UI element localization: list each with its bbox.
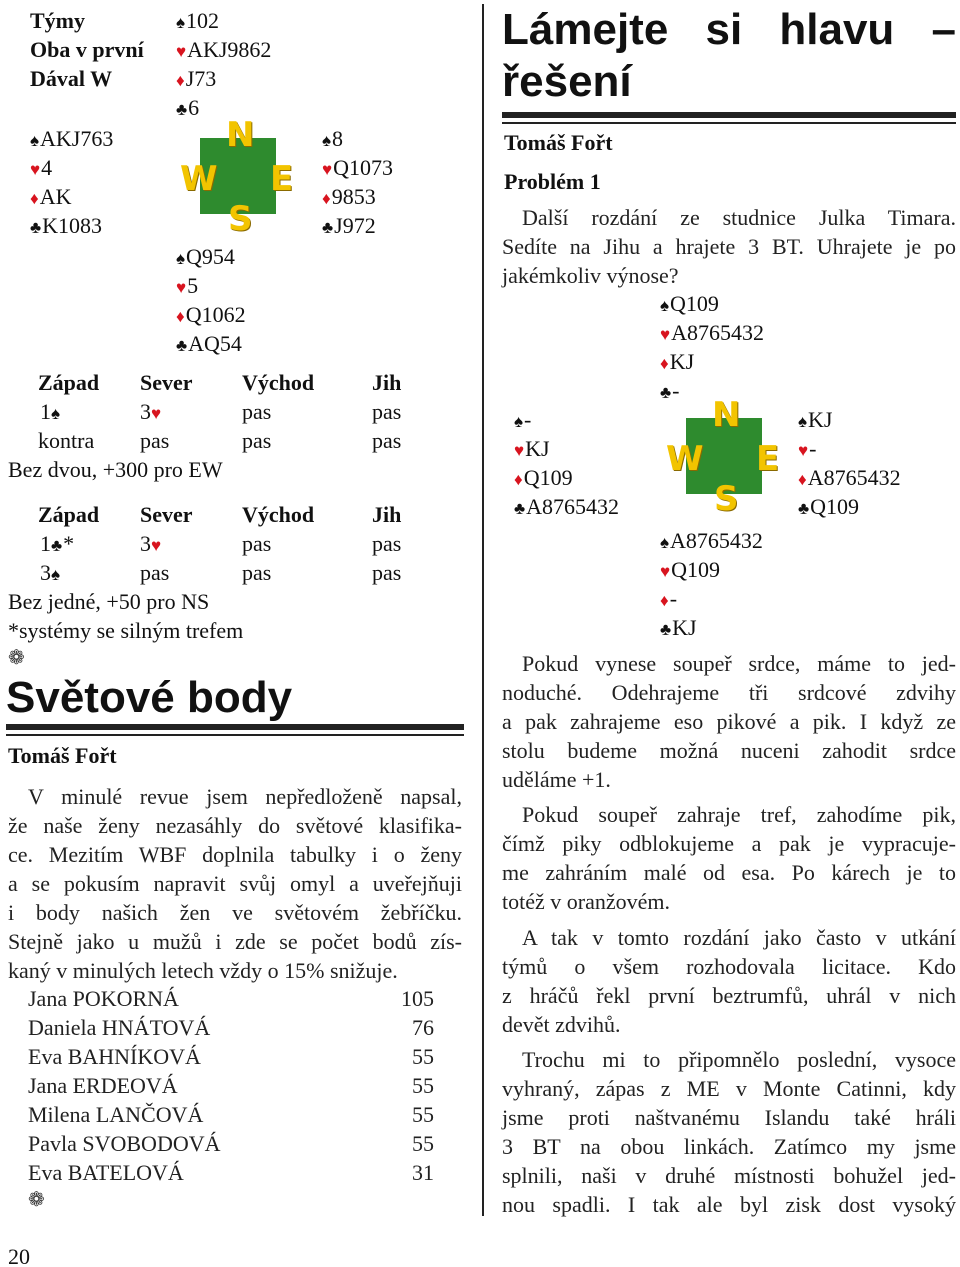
compass-south-label: S	[228, 199, 253, 239]
heart-icon: ♥	[322, 160, 333, 179]
body-line: devět zdvihů.	[502, 1012, 621, 1037]
north-spades: Q109	[670, 291, 719, 316]
auction-header-west: Západ	[38, 502, 100, 527]
body-line: týmů o všem rozhodovala licitace. Kdo	[502, 954, 956, 979]
auction-result: Bez jedné, +50 pro NS	[8, 589, 210, 614]
auction-header-east: Východ	[242, 502, 315, 527]
spade-icon: ♠	[51, 565, 61, 584]
diamond-icon: ♦	[660, 354, 669, 373]
title-rule	[502, 112, 956, 118]
body-line: stolu budeme možná nuceni zahodit srdce	[502, 738, 956, 763]
east-diamonds: 9853	[331, 184, 376, 209]
solution-paragraph-3	[502, 923, 956, 1039]
body-line: a pak zahrajeme eso pikové a pik. I když ze	[502, 709, 956, 734]
spade-icon: ♠	[660, 296, 670, 315]
east-clubs: Q109	[810, 494, 860, 519]
north-spades: 102	[186, 8, 220, 33]
spade-icon: ♠	[176, 249, 186, 268]
club-icon: ♣	[51, 536, 63, 555]
body-line: A tak v tomto rozdání jako často v utkání	[522, 925, 956, 950]
auction-bid: 1♠	[40, 397, 61, 428]
title-rule-thin	[502, 122, 956, 124]
compass-west-label: W	[666, 439, 704, 479]
west-spades: AKJ763	[40, 126, 114, 151]
body-line: totéž v oranžovém.	[502, 889, 670, 914]
diamond-icon: ♦	[660, 591, 669, 610]
club-icon: ♣	[30, 218, 42, 237]
south-spades: A8765432	[670, 528, 763, 553]
auction-header-north: Sever	[140, 370, 193, 395]
diamond-icon: ♦	[176, 71, 185, 90]
club-icon: ♣	[514, 499, 526, 518]
club-icon: ♣	[660, 383, 672, 402]
flower-ornament-icon: ❁	[28, 1189, 45, 1211]
heart-icon: ♥	[514, 441, 525, 460]
club-icon: ♣	[660, 620, 672, 639]
diamond-icon: ♦	[514, 470, 523, 489]
auction-footnote: *systémy se silným trefem	[8, 618, 244, 643]
heart-icon: ♥	[30, 160, 41, 179]
north-diamonds: KJ	[669, 349, 695, 374]
south-hearts: Q109	[671, 557, 720, 582]
club-icon: ♣	[176, 336, 188, 355]
article-author: Tomáš Fořt	[8, 743, 117, 768]
article-author: Tomáš Fořt	[504, 130, 613, 155]
body-line: ce. Mezitím WBF doplnila tabulky i o ženy	[8, 842, 462, 867]
north-clubs: -	[672, 378, 680, 403]
heart-icon: ♥	[151, 404, 162, 423]
auction-bid: pas	[372, 560, 402, 585]
deal-info-teams: Týmy	[30, 8, 85, 33]
west-clubs: A8765432	[526, 494, 620, 519]
body-line: jakémkoliv výnose?	[502, 263, 679, 288]
body-line: Stejně jako u mužů i zde se počet bodů zís-	[8, 929, 462, 954]
puzzle-title-line1: Lámejte si hlavu –	[502, 5, 956, 54]
club-icon: ♣	[176, 100, 188, 119]
problem-label: Problém 1	[504, 169, 601, 194]
west-clubs: K1083	[42, 213, 103, 238]
body-line: i body našich žen ve světovém žebříčku.	[8, 900, 462, 925]
flower-ornament-icon: ❁	[8, 647, 25, 669]
auction-header-west: Západ	[38, 370, 100, 395]
south-hearts: 5	[187, 273, 199, 298]
compass-east-label: E	[270, 159, 294, 199]
body-line: jsme proti naštvanému Islandu také hráli	[502, 1105, 956, 1130]
body-line: a se pokusím napravit svůj omyl a uveřejňuji	[8, 871, 462, 896]
article-body	[8, 782, 462, 985]
compass-east-label: E	[756, 439, 780, 479]
east-hearts: Q1073	[333, 155, 393, 180]
auction-result: Bez dvou, +300 pro EW	[8, 457, 223, 482]
ranking-name: Daniela HNÁTOVÁ	[28, 1015, 211, 1040]
puzzle-intro	[502, 203, 956, 290]
auction-bid: pas	[140, 560, 170, 585]
body-line: Pokud vynese soupeř srdce, máme to jed-	[522, 651, 956, 676]
heart-icon: ♥	[176, 42, 187, 61]
compass-diagram	[664, 395, 784, 519]
spade-icon: ♠	[660, 533, 670, 552]
club-icon: ♣	[322, 218, 334, 237]
auction-bid: pas	[372, 428, 402, 453]
body-line: Pokud soupeř zahraje tref, zahodíme pik,	[522, 802, 956, 827]
spade-icon: ♠	[322, 131, 332, 150]
ranking-name: Jana POKORNÁ	[28, 986, 179, 1011]
ranking-points: 105	[401, 986, 434, 1011]
auction-bid: pas	[242, 428, 272, 453]
north-diamonds: J73	[185, 66, 217, 91]
west-hearts: 4	[41, 155, 53, 180]
diamond-icon: ♦	[30, 189, 39, 208]
auction-header-north: Sever	[140, 502, 193, 527]
body-line: že naše ženy nezasáhly do světové klasifika-	[8, 813, 462, 838]
puzzle-title-line2: řešení	[502, 57, 632, 106]
ranking-name: Pavla SVOBODOVÁ	[28, 1131, 221, 1156]
body-line: nou spadli. I tak ale byl zisk dost vysoký	[502, 1192, 956, 1217]
south-diamonds: Q1062	[185, 302, 246, 327]
auction-bid: 3♥	[140, 397, 162, 428]
body-line: noduché. Odehrajeme tři srdcové zdvihy	[502, 680, 956, 705]
deal-info-vulnerability: Oba v první	[30, 37, 144, 62]
body-line: Sedíte na Jihu a hrajete 3 BT. Uhrajete je po	[502, 234, 956, 259]
auction-bid: pas	[372, 399, 402, 424]
compass-west-label: W	[180, 159, 218, 199]
ranking-name: Eva BATELOVÁ	[28, 1160, 184, 1185]
body-line: splnili, naši v druhé místnosti bohužel jed-	[502, 1163, 956, 1188]
east-spades: KJ	[808, 407, 833, 432]
body-line: z hráčů řekl první beztrumfů, uhrál v nich	[502, 983, 956, 1008]
body-line: me zahráním malé od esa. Po kárech je to	[502, 860, 956, 885]
east-spades: 8	[332, 126, 344, 151]
body-line: V minulé revue jsem nepředloženě napsal,	[28, 784, 462, 809]
title-rule	[6, 724, 464, 730]
ranking-name: Jana ERDEOVÁ	[28, 1073, 178, 1098]
ranking-points: 55	[412, 1073, 434, 1098]
spade-icon: ♠	[514, 412, 524, 431]
north-hearts: A8765432	[671, 320, 764, 345]
compass-north-label: N	[226, 115, 255, 155]
north-hearts: AKJ9862	[187, 37, 272, 62]
body-line: 3 BT na obou linkách. Zatímco my jsme	[502, 1134, 956, 1159]
diamond-icon: ♦	[798, 470, 807, 489]
column-separator	[482, 4, 484, 1216]
heart-icon: ♥	[798, 441, 809, 460]
ranking-name: Milena LANČOVÁ	[28, 1102, 204, 1127]
heart-icon: ♥	[660, 325, 671, 344]
auction-bid: pas	[242, 531, 272, 556]
ranking-name: Eva BAHNÍKOVÁ	[28, 1044, 201, 1069]
heart-icon: ♥	[660, 562, 671, 581]
deal-info-dealer: Dával W	[30, 66, 113, 91]
compass-diagram	[178, 115, 298, 239]
auction-header-south: Jih	[372, 502, 402, 527]
auction-header-east: Východ	[242, 370, 315, 395]
auction-bid: 1♣*	[40, 529, 74, 560]
south-spades: Q954	[186, 244, 235, 269]
heart-icon: ♥	[176, 278, 187, 297]
auction-bid: kontra	[38, 428, 95, 453]
diamond-icon: ♦	[322, 189, 331, 208]
east-hearts: -	[809, 436, 817, 461]
auction-bid: 3♥	[140, 529, 162, 560]
solution-paragraph-2	[502, 800, 956, 916]
west-diamonds: AK	[39, 184, 72, 209]
south-clubs: KJ	[672, 615, 697, 640]
auction-bid: pas	[372, 531, 402, 556]
east-clubs: J972	[334, 213, 376, 238]
body-line: uděláme +1.	[502, 767, 611, 792]
ranking-points: 76	[412, 1015, 434, 1040]
auction-bid: pas	[242, 399, 272, 424]
ranking-points: 55	[412, 1102, 434, 1127]
solution-paragraph-4	[502, 1045, 956, 1219]
solution-paragraph-1	[502, 649, 956, 794]
club-icon: ♣	[798, 499, 810, 518]
west-spades: -	[524, 407, 532, 432]
diamond-icon: ♦	[176, 307, 185, 326]
ranking-points: 31	[412, 1160, 434, 1185]
article-title: Světové body	[6, 673, 293, 722]
east-diamonds: A8765432	[807, 465, 901, 490]
spade-icon: ♠	[51, 404, 61, 423]
south-diamonds: -	[669, 586, 678, 611]
south-clubs: AQ54	[188, 331, 242, 356]
body-line: Trochu mi to připomnělo poslední, vysoce	[522, 1047, 956, 1072]
compass-north-label: N	[712, 395, 741, 435]
spade-icon: ♠	[176, 13, 186, 32]
title-rule-thin	[6, 734, 464, 736]
body-line: Další rozdání ze studnice Julka Timara.	[522, 205, 956, 230]
compass-south-label: S	[714, 479, 739, 519]
auction-bid: pas	[140, 428, 170, 453]
page-number: 20	[8, 1244, 30, 1267]
spade-icon: ♠	[798, 412, 808, 431]
west-diamonds: Q109	[523, 465, 573, 490]
spade-icon: ♠	[30, 131, 40, 150]
ranking-points: 55	[412, 1044, 434, 1069]
body-line: čímž piky odblokujeme a pak je vypracuje-	[502, 831, 956, 856]
west-hearts: KJ	[525, 436, 550, 461]
north-clubs: 6	[188, 95, 200, 120]
auction-bid: pas	[242, 560, 272, 585]
body-line: vyhraný, zápas z ME v Monte Catinni, kdy	[502, 1076, 956, 1101]
auction-header-south: Jih	[372, 370, 402, 395]
ranking-points: 55	[412, 1131, 434, 1156]
body-line: kaný v minulých letech vždy o 15% snižuje.	[8, 958, 398, 983]
heart-icon: ♥	[151, 536, 162, 555]
auction-bid: 3♠	[40, 558, 61, 589]
